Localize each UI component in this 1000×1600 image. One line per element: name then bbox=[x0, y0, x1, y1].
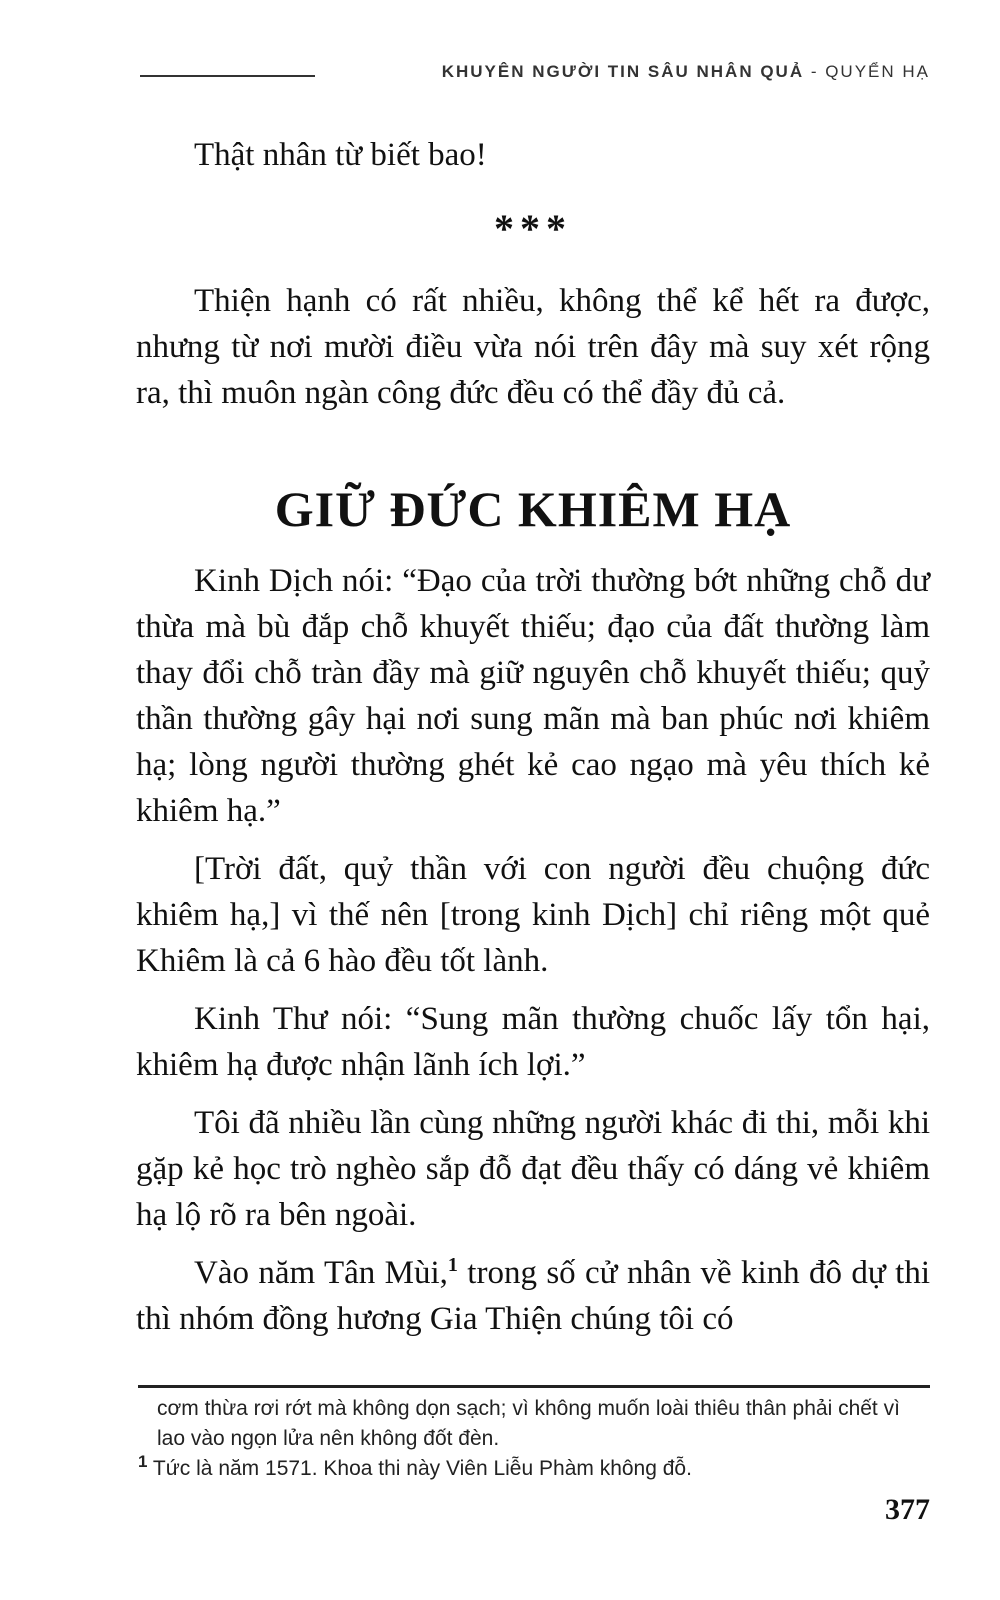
page-content bbox=[136, 132, 930, 1342]
paragraph-kinh-thu: Kinh Thư nói: “Sung mãn thường chuốc lấy tổn hại, khiêm hạ được nhận lãnh ích lợi.” bbox=[136, 1001, 930, 1083]
paragraph-tan-mui-start: Vào năm Tân Mùi, bbox=[194, 1255, 448, 1291]
volume-label: QUYỂN HẠ bbox=[825, 62, 930, 81]
footnotes bbox=[138, 1394, 930, 1484]
chapter-heading: GIỮ ĐỨC KHIÊM HẠ bbox=[274, 481, 792, 537]
footnote-1-marker: 1 bbox=[138, 1452, 148, 1471]
footnote-reference: 1 bbox=[447, 1254, 458, 1276]
paragraph-que-khiem: [Trời đất, quỷ thần với con người đều chuộng đức khiêm hạ,] vì thế nên [trong kinh Dịch] chỉ riêng một quẻ Khiêm là cả 6 hào đều tốt lành. bbox=[136, 851, 930, 979]
closing-line: Thật nhân từ biết bao! bbox=[194, 137, 487, 173]
footnote-continuation: cơm thừa rơi rớt mà không dọn sạch; vì không muốn loài thiêu thân phải chết vì lao vào ngọn lửa nên không đốt đèn. bbox=[157, 1397, 900, 1450]
header-separator: - bbox=[804, 62, 826, 81]
footnote-1-text: Tức là năm 1571. Khoa thi này Viên Liễu Phàm không đỗ. bbox=[147, 1457, 692, 1480]
paragraph-exams: Tôi đã nhiều lần cùng những người khác đi thi, mỗi khi gặp kẻ học trò nghèo sắp đỗ đạt đều thấy có dáng vẻ khiêm hạ lộ rõ ra bên ngoài. bbox=[136, 1105, 930, 1233]
page-number: 377 bbox=[885, 1493, 930, 1526]
paragraph-good-deeds: Thiện hạnh có rất nhiều, không thể kể hết ra được, nhưng từ nơi mười điều vừa nói trên đây mà suy xét rộng ra, thì muôn ngàn công đức đều có thể đầy đủ cả. bbox=[136, 283, 930, 411]
footnote-rule bbox=[138, 1385, 930, 1388]
paragraph-tan-mui-end: trong số cử nhân về kinh đô dự thi thì nhóm đồng hương Gia Thiện chúng tôi có bbox=[136, 1255, 931, 1337]
section-divider: *** bbox=[494, 206, 572, 251]
paragraph-tan-mui bbox=[136, 1250, 930, 1342]
book-title: KHUYÊN NGƯỜI TIN SÂU NHÂN QUẢ bbox=[441, 62, 805, 81]
footnote-1 bbox=[138, 1454, 930, 1484]
paragraph-kinh-dich: Kinh Dịch nói: “Đạo của trời thường bớt những chỗ dư thừa mà bù đắp chỗ khuyết thiếu; đạo của đất thường làm thay đổi chỗ tràn đầy mà giữ nguyên chỗ khuyết thiếu; quỷ thần thường gây hại nơi sung mãn mà ban phúc nơi khiêm hạ; lòng người thường ghét kẻ cao ngạo mà yêu thích kẻ khiêm hạ.” bbox=[136, 563, 930, 829]
header-rule bbox=[140, 75, 315, 77]
running-header bbox=[442, 62, 930, 82]
